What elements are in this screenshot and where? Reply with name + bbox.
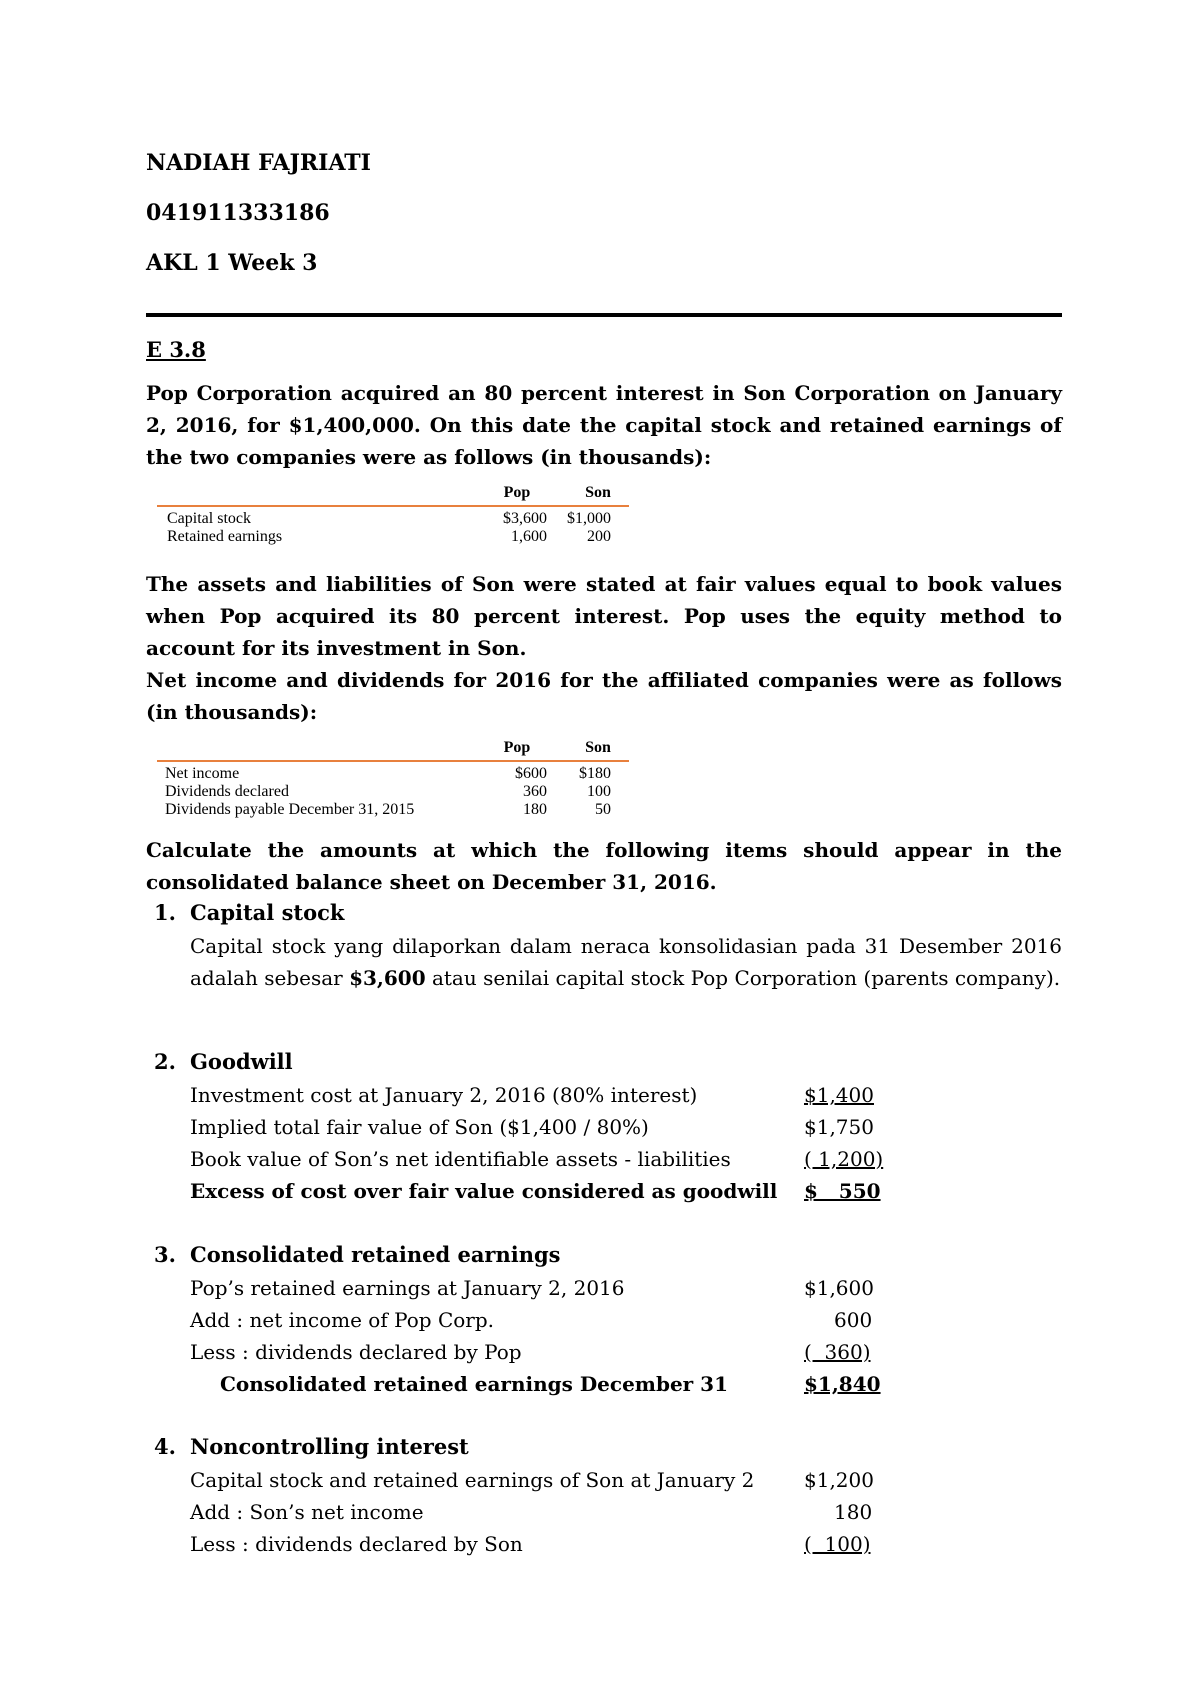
goodwill-row (190, 1079, 880, 1111)
retained-earnings-total-row (190, 1368, 880, 1400)
income-dividends-table (157, 739, 629, 819)
goodwill-row (190, 1143, 884, 1175)
col-son: Son (585, 484, 611, 501)
retained-earnings-row (190, 1304, 880, 1336)
answer-4-number: 4. (154, 1434, 176, 1459)
row-label: Investment cost at January 2, 2016 (80% interest) (190, 1083, 698, 1107)
goodwill-total-row (190, 1175, 880, 1207)
paragraph-fair-values: The assets and liabilities of Son were stated at fair values equal to book values when Pop acquired its 80 percent interest. Pop uses the equity method to account for its investment in Son. (146, 572, 1062, 660)
equity-table (157, 484, 629, 546)
answer-1-title: Capital stock (190, 900, 345, 925)
answer-1-text-after: atau senilai capital stock Pop Corporation (parents company). (425, 966, 1061, 990)
cell-pop: $600 (515, 765, 547, 782)
row-value: 180 (834, 1500, 873, 1524)
cell-pop: 180 (523, 801, 547, 818)
row-label: Excess of cost over fair value considered as goodwill (190, 1179, 778, 1203)
answer-1-number: 1. (154, 900, 176, 925)
goodwill-row (190, 1111, 880, 1143)
answer-1-text-before: Capital stock yang dilaporkan dalam neraca konsolidasian pada 31 Desember 2016 adalah sebesar (190, 934, 1062, 990)
row-value: $ 550 (804, 1179, 881, 1203)
table-row (157, 783, 629, 801)
table-row (157, 801, 629, 819)
row-value: ( 360) (804, 1340, 871, 1364)
retained-earnings-row (190, 1336, 880, 1368)
answer-2-title: Goodwill (190, 1049, 293, 1074)
row-label: Capital stock (167, 510, 251, 527)
cell-pop: $3,600 (503, 510, 547, 527)
answer-2-number: 2. (154, 1049, 176, 1074)
cell-pop: 360 (523, 783, 547, 800)
row-value: $1,750 (804, 1115, 874, 1139)
cell-pop: 1,600 (511, 528, 547, 545)
row-label: Implied total fair value of Son ($1,400 / 80%) (190, 1115, 649, 1139)
row-label: Less : dividends declared by Son (190, 1532, 523, 1556)
course-title: AKL 1 Week 3 (146, 250, 318, 276)
student-id: 041911333186 (146, 200, 330, 226)
header-divider (146, 313, 1062, 317)
row-label: Less : dividends declared by Pop (190, 1340, 522, 1364)
author-name: NADIAH FAJRIATI (146, 150, 371, 176)
noncontrolling-row (190, 1528, 880, 1560)
col-son: Son (585, 739, 611, 756)
cell-son: 200 (587, 528, 611, 545)
paragraph-net-income: Net income and dividends for 2016 for the affiliated companies were as follows (in thousands): (146, 668, 1062, 724)
row-value: $1,840 (804, 1372, 881, 1396)
income-table-header (157, 739, 629, 761)
answer-1-amount: $3,600 (349, 966, 426, 990)
cell-son: 50 (595, 801, 611, 818)
answer-1-text (190, 930, 1062, 994)
exercise-title: E 3.8 (146, 337, 206, 362)
col-pop: Pop (503, 739, 531, 756)
row-label: Net income (165, 765, 240, 782)
answer-3-title: Consolidated retained earnings (190, 1242, 561, 1267)
answer-3-number: 3. (154, 1242, 176, 1267)
cell-son: 100 (587, 783, 611, 800)
row-label: Add : net income of Pop Corp. (190, 1308, 495, 1332)
retained-earnings-row (190, 1272, 880, 1304)
cell-son: $1,000 (567, 510, 611, 527)
row-value: 600 (834, 1308, 873, 1332)
row-label: Consolidated retained earnings December 31 (220, 1372, 728, 1396)
answer-4-title: Noncontrolling interest (190, 1434, 469, 1459)
row-value: $1,200 (804, 1468, 874, 1492)
table-row (157, 761, 629, 783)
row-value: ( 1,200) (804, 1147, 884, 1171)
noncontrolling-row (190, 1464, 880, 1496)
col-pop: Pop (503, 484, 531, 501)
table-row (157, 506, 629, 528)
table-row (157, 528, 629, 546)
exercise-intro: Pop Corporation acquired an 80 percent interest in Son Corporation on January 2, 2016, for $1,400,000. On this date the capital stock and retained earnings of the two companies were as follows (in thousands): (146, 381, 1062, 469)
row-value: $1,600 (804, 1276, 874, 1300)
row-label: Book value of Son’s net identifiable assets - liabilities (190, 1147, 731, 1171)
row-value: $1,400 (804, 1083, 874, 1107)
row-label: Pop’s retained earnings at January 2, 2016 (190, 1276, 625, 1300)
row-label: Retained earnings (167, 528, 283, 545)
row-label: Dividends payable December 31, 2015 (165, 801, 415, 818)
question-text: Calculate the amounts at which the following items should appear in the consolidated balance sheet on December 31, 2016. (146, 838, 1062, 894)
noncontrolling-row (190, 1496, 880, 1528)
row-label: Dividends declared (165, 783, 289, 800)
row-label: Add : Son’s net income (190, 1500, 424, 1524)
cell-son: $180 (579, 765, 611, 782)
equity-table-header (157, 484, 629, 506)
row-label: Capital stock and retained earnings of Son at January 2 (190, 1468, 755, 1492)
row-value: ( 100) (804, 1532, 871, 1556)
